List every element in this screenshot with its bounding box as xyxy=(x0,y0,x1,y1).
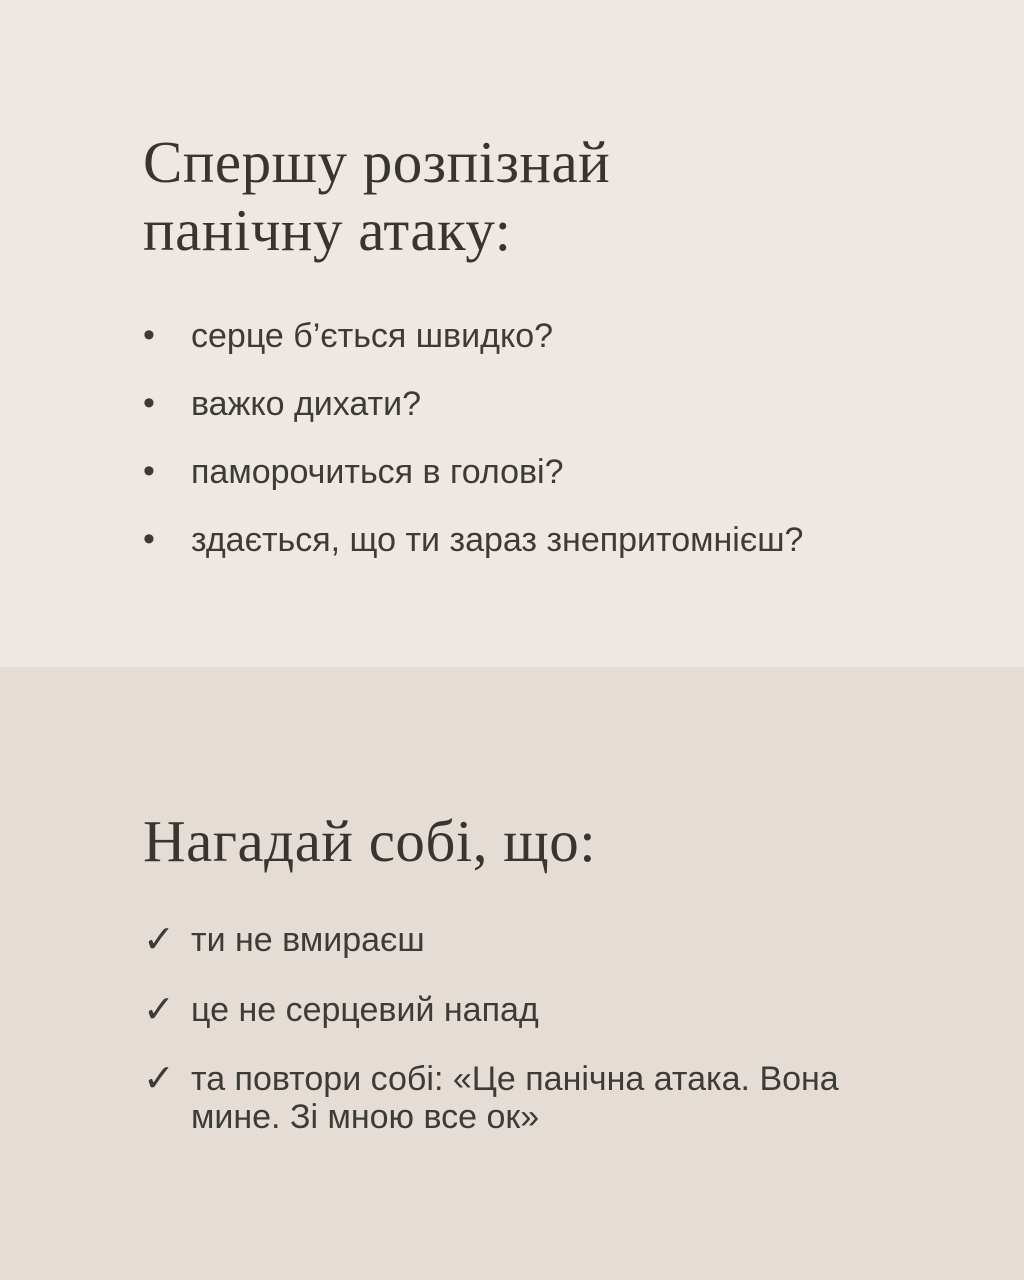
symptom-text: важко дихати? xyxy=(191,384,422,423)
reminder-text: ти не вмираєш xyxy=(191,921,425,960)
bullet-icon: • xyxy=(143,520,155,559)
check-icon: ✓ xyxy=(143,988,175,1031)
list-item xyxy=(143,919,944,962)
symptom-text: здається, що ти зараз знепритомнієш? xyxy=(191,521,804,560)
list-item xyxy=(143,988,944,1031)
reminder-text: та повтори собі: «Це панічна атака. Вона мине. Зі мною все ок» xyxy=(191,1059,839,1136)
bullet-icon: • xyxy=(143,383,155,422)
symptom-list xyxy=(143,317,944,559)
remind-section xyxy=(0,667,1024,1280)
list-item xyxy=(143,317,944,355)
reminder-text: це не серцевий напад xyxy=(191,990,539,1029)
bullet-icon: • xyxy=(143,315,155,354)
bullet-icon: • xyxy=(143,452,155,491)
list-item xyxy=(143,453,944,491)
list-item xyxy=(143,521,944,559)
check-icon: ✓ xyxy=(143,1057,175,1100)
reminder-list xyxy=(143,921,944,1135)
list-item xyxy=(143,385,944,423)
list-item xyxy=(143,1057,944,1136)
check-icon: ✓ xyxy=(143,919,175,962)
symptom-text: паморочиться в голові? xyxy=(191,453,564,492)
symptom-text: серце б’ється швидко? xyxy=(191,316,554,355)
recognize-section-title: Спершу розпізнай панічну атаку: xyxy=(143,129,611,264)
remind-section-title: Нагадай собі, що: xyxy=(143,808,597,874)
